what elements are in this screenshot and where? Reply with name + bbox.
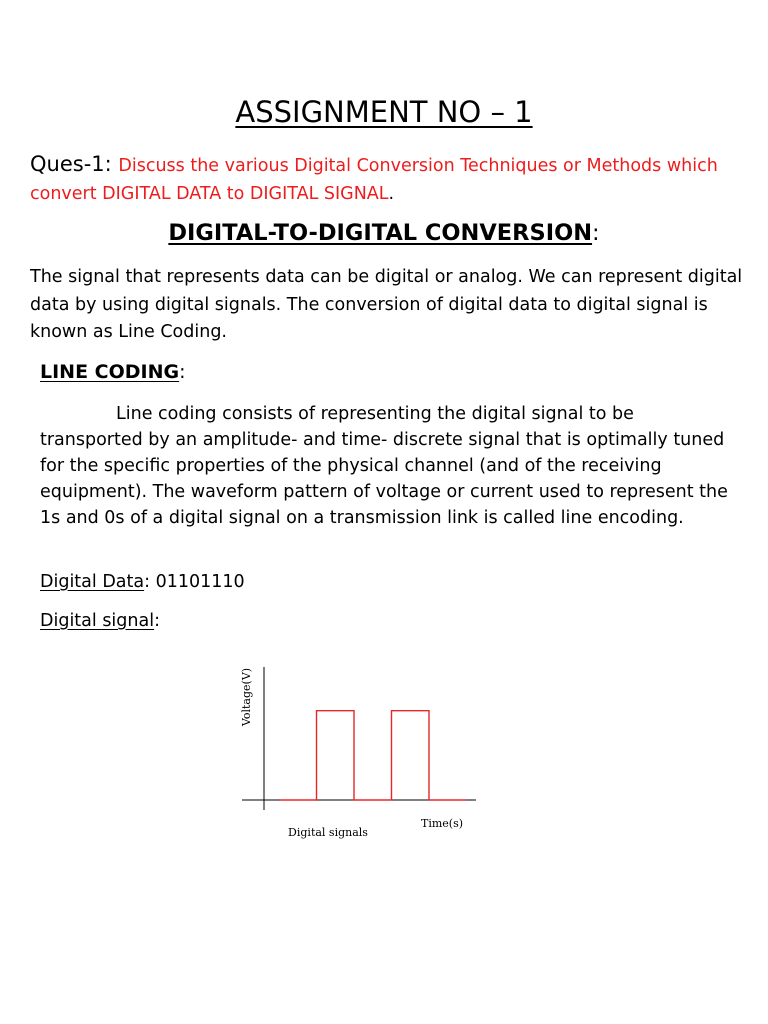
page-title [0,94,768,130]
digital-signal-line [40,608,160,634]
digital-signal-label: Digital signal [40,611,155,631]
signal-waveform [279,711,467,800]
line-coding-heading-text: LINE CODING [40,361,180,383]
question-block [30,150,740,208]
digital-signal-colon: : [154,611,160,631]
assignment-title: ASSIGNMENT NO – 1 [235,95,533,129]
digital-data-separator: : [144,572,156,592]
question-end: . [388,184,395,204]
chart-caption: Digital signals [288,826,368,839]
line-coding-heading [40,358,186,386]
line-coding-heading-colon: : [179,361,186,383]
question-text: Discuss the various Digital Conversion Techniques or Methods which convert DIGITAL DATA to DIGITAL SIGNAL [30,156,718,204]
digital-signal-chart [230,655,490,845]
y-axis-label: Voltage(V) [240,667,253,727]
line-coding-paragraph [40,401,740,531]
intro-paragraph: The signal that represents data can be digital or analog. We can represent digital data by using digital signals. The conversion of digital data to digital signal is known as Line Coding. [30,267,743,342]
x-axis-label: Time(s) [420,817,464,830]
section-heading-colon: : [592,220,600,246]
question-label: Ques-1: [30,152,119,176]
section-heading [0,218,768,248]
digital-data-line [40,569,245,595]
line-coding-paragraph-text: Line coding consists of representing the digital signal to be transported by an amplitude- and time- discrete signal that is optimally tuned for the specific properties of the physical channel (and of the receiving equipment). The waveform pattern of voltage or current used to represent the 1s and 0s of a digital signal on a transmission link is called line encoding. [40,404,728,528]
section-heading-text: DIGITAL-TO-DIGITAL CONVERSION [168,220,593,246]
digital-data-value: 01101110 [155,572,245,592]
digital-data-label: Digital Data [40,572,145,592]
